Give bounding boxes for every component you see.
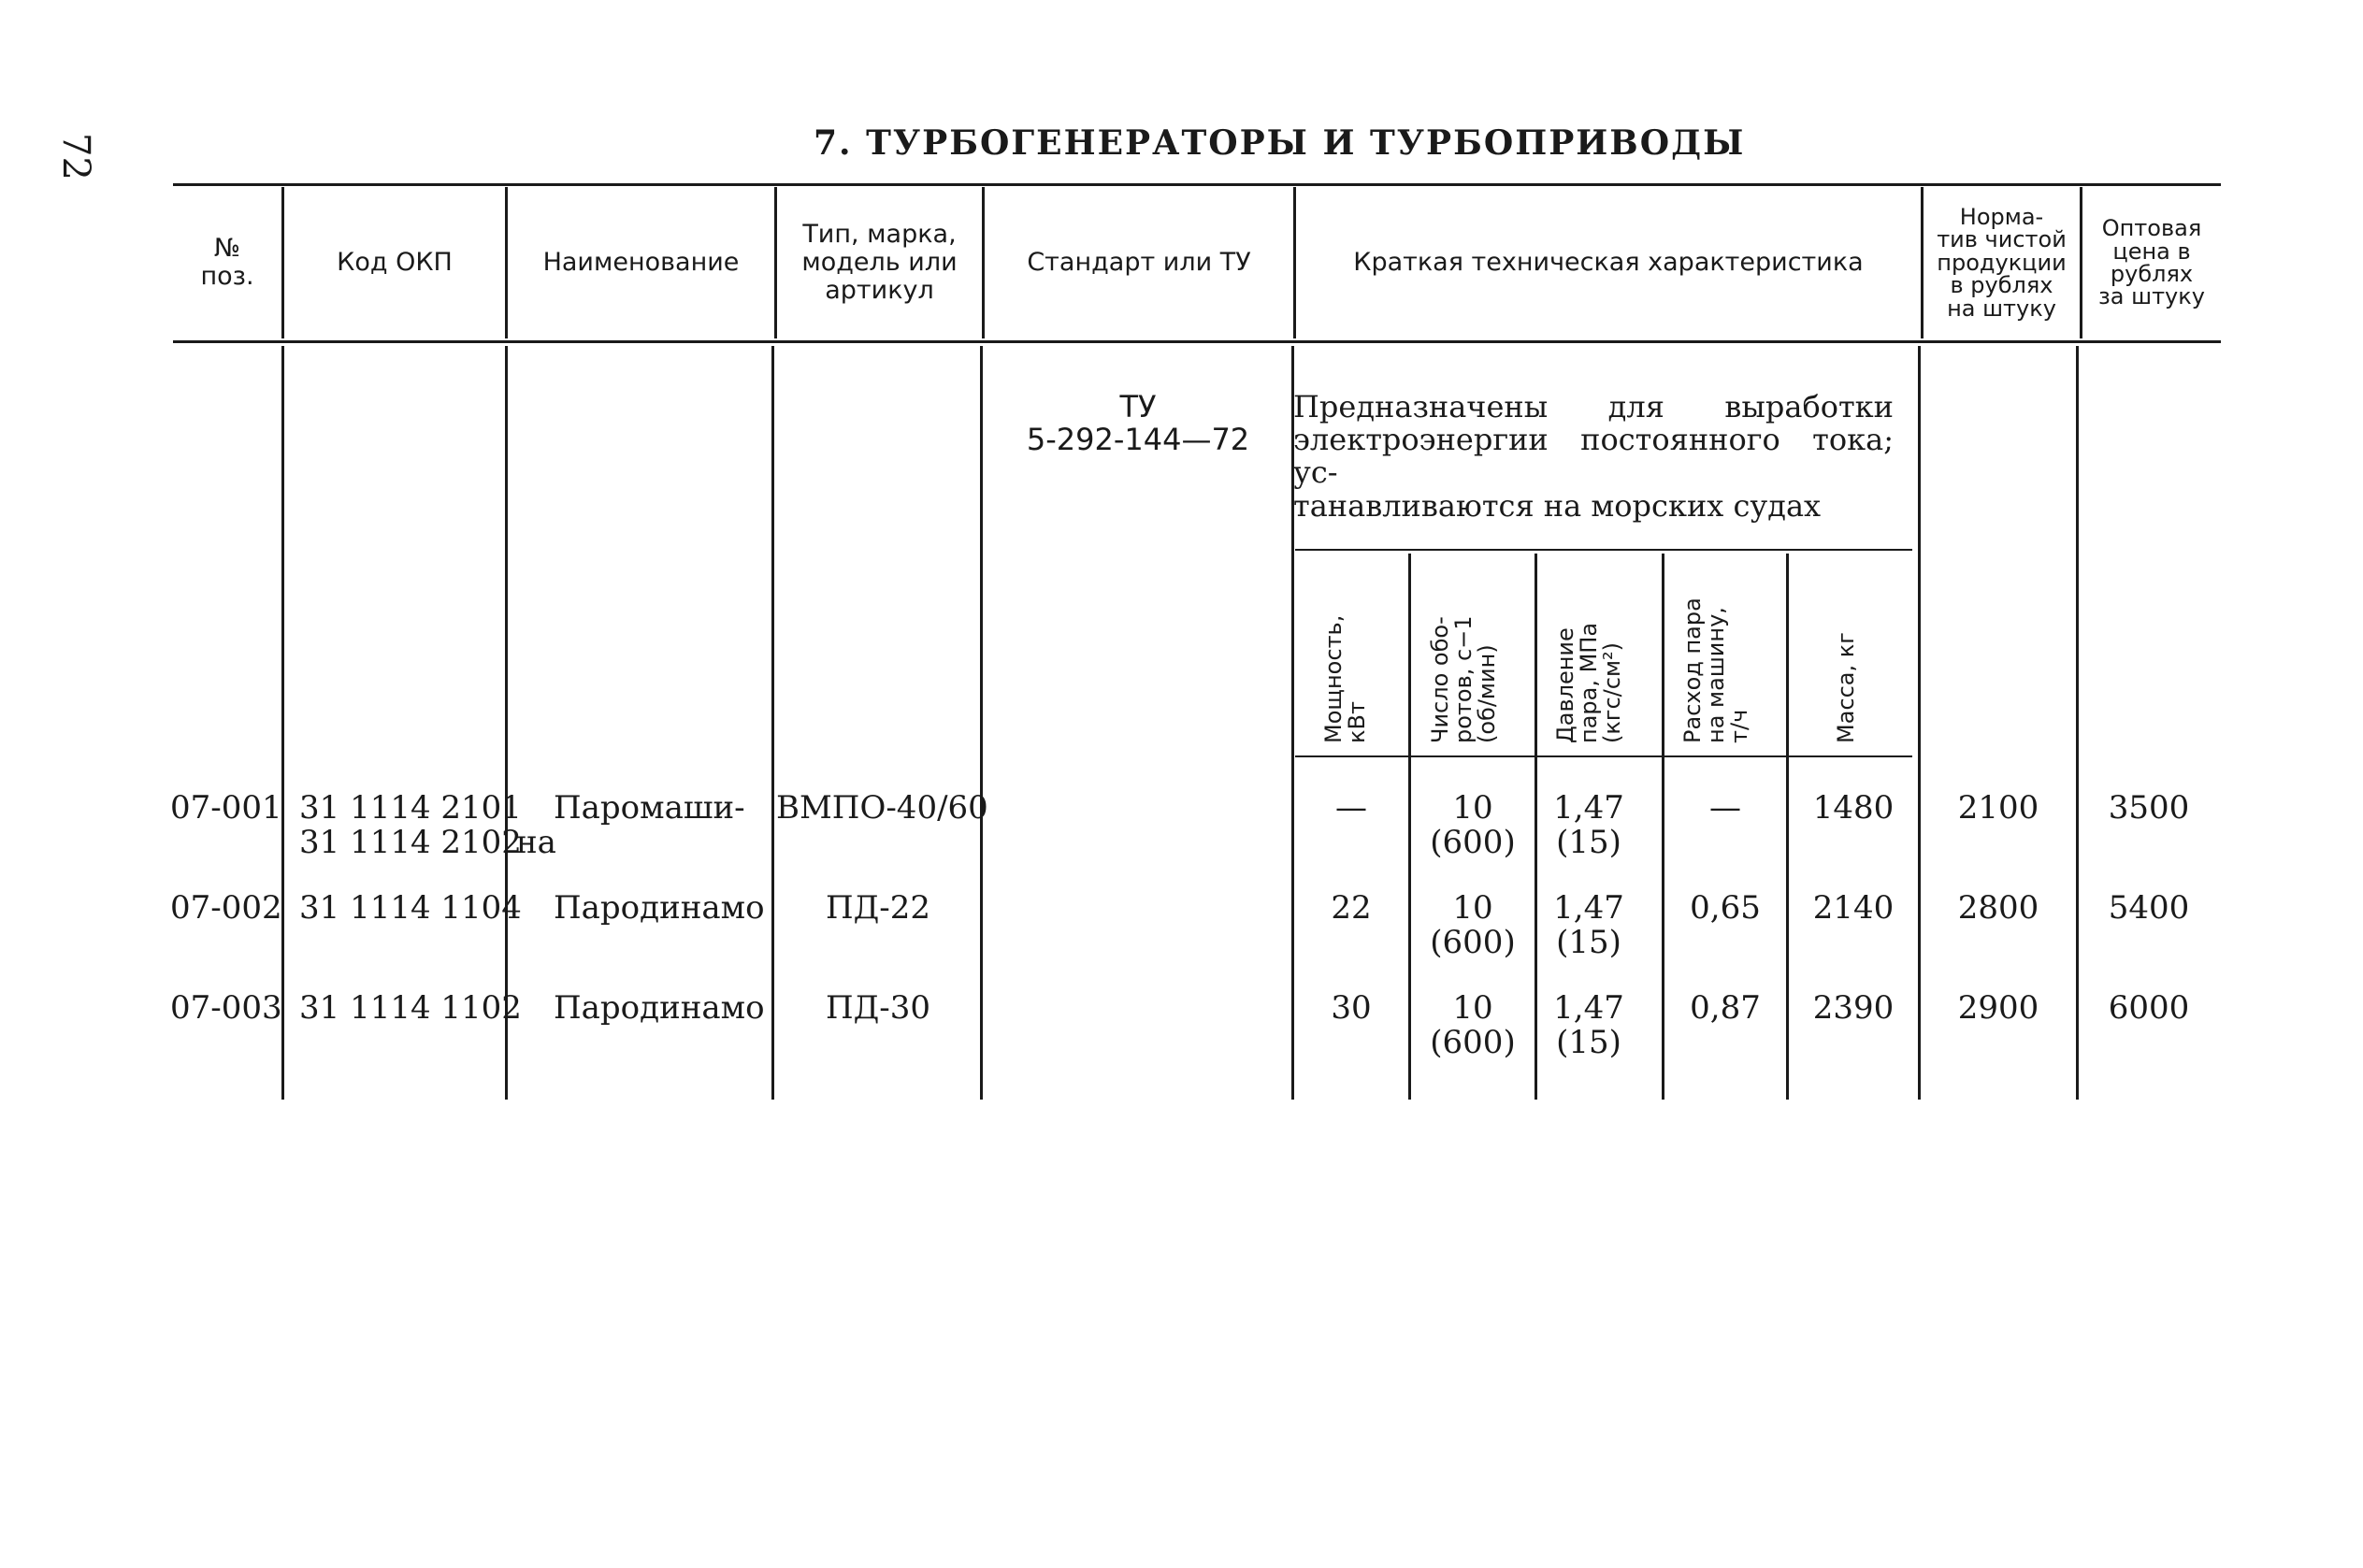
row-steam: 0,87	[1690, 989, 1761, 1027]
row-pos: 07-003	[170, 989, 282, 1027]
description-line: электроэнергии постоянного тока; ус-	[1293, 422, 1894, 491]
col-divider	[1918, 346, 1921, 1100]
header-price-line: Оптовая	[2101, 215, 2202, 242]
description-rule	[1295, 549, 1912, 551]
row-rpm: 10 (600)	[1430, 889, 1516, 962]
row-type: ПД-22	[825, 889, 931, 927]
page-number: 72	[54, 133, 97, 180]
row-name: Пародинамо	[554, 889, 765, 927]
row-steam: —	[1709, 789, 1741, 827]
row-type: ПД-30	[825, 989, 931, 1027]
row-norm: 2900	[1957, 989, 2039, 1027]
header-norm-line: Норма-	[1959, 203, 2044, 230]
header-bottom-rule	[173, 340, 2221, 343]
row-price: 6000	[2108, 989, 2190, 1027]
standard-line: ТУ	[1119, 389, 1157, 424]
subheader-mass: Масса, кг	[1833, 632, 1859, 743]
subheader-rpm: Число обо- ротов, с−1 (об/мин)	[1427, 615, 1501, 743]
row-power: 30	[1331, 989, 1372, 1027]
header-norm-line: продукции	[1937, 249, 2067, 276]
col-divider	[2076, 346, 2079, 1100]
col-divider	[281, 346, 284, 1100]
header-price	[2082, 187, 2221, 338]
description-line: Предназначены для выработки	[1293, 389, 1894, 424]
subheader-pressure: Давление пара, МПа (кгс/см²)	[1552, 622, 1626, 743]
header-type	[777, 187, 982, 338]
row-type: ВМПО-40/60	[776, 789, 988, 827]
row-norm: 2100	[1957, 789, 2039, 827]
row-norm: 2800	[1957, 889, 2039, 927]
header-pos-line: №	[213, 234, 241, 264]
page-title: 7. ТУРБОГЕНЕРАТОРЫ И ТУРБОПРИВОДЫ	[814, 123, 1746, 163]
row-power: —	[1335, 789, 1367, 827]
row-price: 3500	[2108, 789, 2190, 827]
standard-line: 5-292-144—72	[1026, 422, 1250, 458]
col-divider	[980, 346, 983, 1100]
row-price: 5400	[2108, 889, 2190, 927]
row-pressure: 1,47 (15)	[1553, 789, 1624, 862]
header-okp: Код ОКП	[337, 248, 453, 278]
subheader-steam: Расход пара на машину, т/ч	[1679, 597, 1753, 743]
row-mass: 1480	[1812, 789, 1895, 827]
row-pos: 07-001	[170, 789, 282, 827]
header-norm-line: тив чистой	[1937, 226, 2067, 253]
row-name: Паромаши- на	[516, 789, 745, 862]
col-divider	[771, 346, 774, 1100]
header-type-line: Тип, марка,	[802, 220, 957, 250]
row-okp: 31 1114 1102	[299, 989, 522, 1027]
description-line: танавливаются на морских судах	[1293, 487, 1822, 524]
row-rpm: 10 (600)	[1430, 989, 1516, 1062]
row-pressure: 1,47 (15)	[1553, 989, 1624, 1062]
header-price-line: за штуку	[2098, 283, 2205, 310]
row-mass: 2140	[1812, 889, 1895, 927]
header-norm-line: на штуку	[1947, 295, 2056, 322]
header-pos	[173, 187, 281, 338]
header-norm-line: в рублях	[1950, 272, 2053, 299]
header-price-line: цена в	[2112, 237, 2191, 265]
subheader-rule	[1295, 755, 1912, 757]
row-steam: 0,65	[1690, 889, 1761, 927]
subheader-power: Мощность, кВт	[1320, 614, 1371, 743]
standard-value	[985, 391, 1291, 456]
header-type-line: модель или	[801, 248, 958, 278]
row-mass: 2390	[1812, 989, 1895, 1027]
table-top-rule	[173, 183, 2221, 186]
header-price-line: рублях	[2110, 261, 2194, 287]
header-pos-line: поз.	[200, 262, 254, 291]
row-okp: 31 1114 1104	[299, 889, 522, 927]
header-standard: Стандарт или ТУ	[1027, 248, 1251, 278]
row-okp: 31 1114 2101 31 1114 2102	[299, 789, 522, 862]
row-rpm: 10 (600)	[1430, 789, 1516, 862]
col-divider	[505, 346, 508, 1100]
description	[1293, 391, 1894, 523]
row-power: 22	[1331, 889, 1372, 927]
row-pressure: 1,47 (15)	[1553, 889, 1624, 962]
row-name: Пародинамо	[554, 989, 765, 1027]
header-name: Наименование	[542, 248, 740, 278]
row-pos: 07-002	[170, 889, 282, 927]
header-type-line: артикул	[825, 275, 934, 305]
header-tech: Краткая техническая характеристика	[1353, 248, 1864, 278]
header-norm	[1924, 187, 2080, 338]
